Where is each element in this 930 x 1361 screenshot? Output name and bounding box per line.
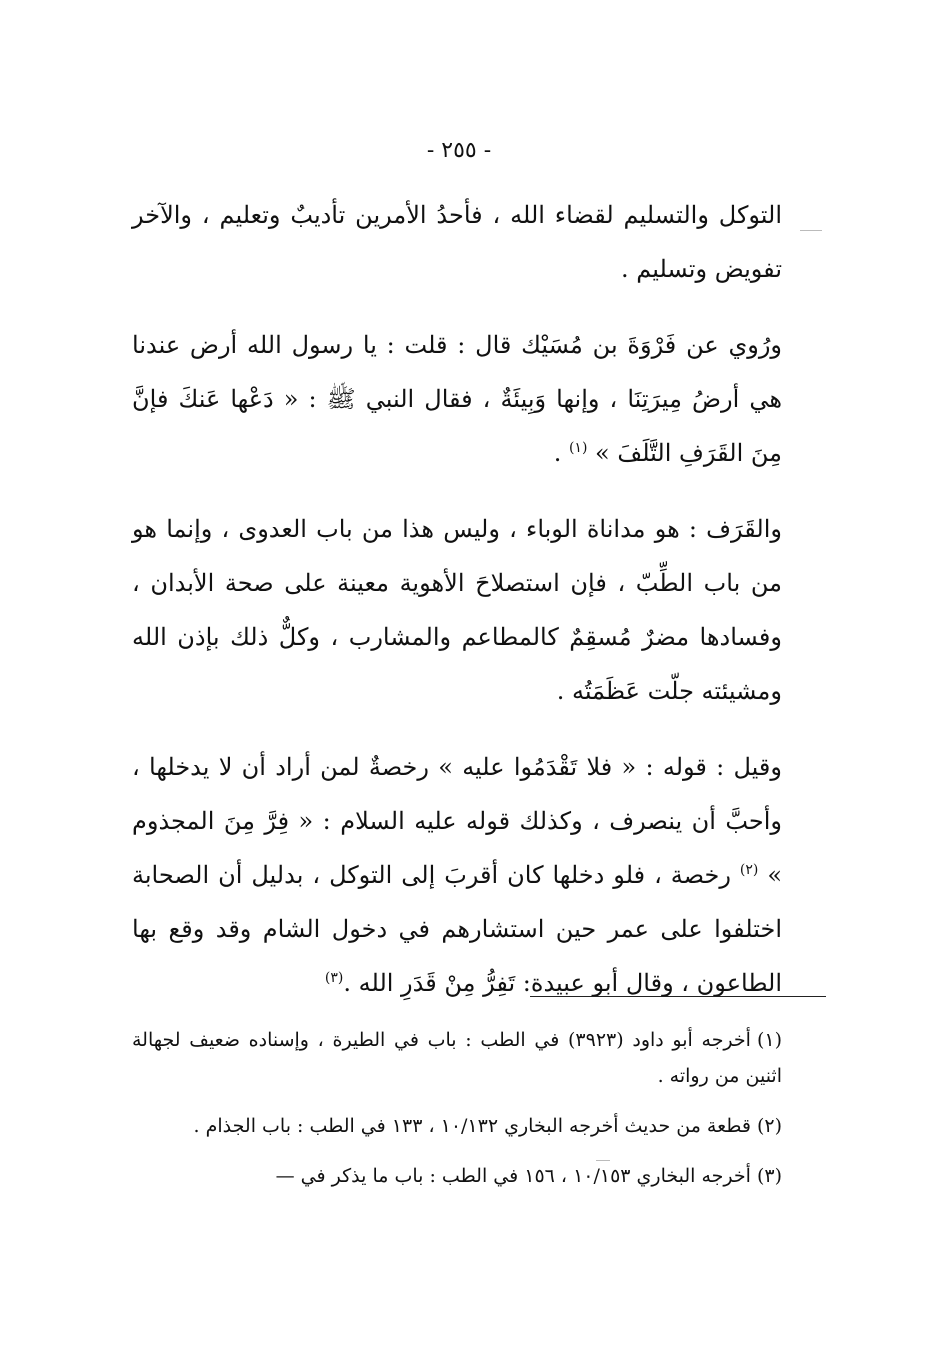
footnotes xyxy=(132,1022,782,1194)
paragraph-4 xyxy=(132,740,782,1010)
footnote-number: (٣) xyxy=(756,1165,782,1187)
footnote-text: قطعة من حديث أخرجه البخاري ١٠/١٣٢ ، ١٣٣ في الطب : باب الجذام . xyxy=(193,1115,751,1137)
paragraph-3 xyxy=(132,502,782,718)
footnote-text: أخرجه أبو داود (٣٩٢٣) في الطب : باب في الطيرة ، وإسناده ضعيف لجهالة اثنين من رواته . xyxy=(132,1029,782,1087)
footnote-number: (٢) xyxy=(756,1115,782,1137)
footnote-number: (١) xyxy=(756,1029,783,1051)
paragraph-1 xyxy=(132,188,782,296)
footnote-2 xyxy=(132,1108,782,1144)
main-text xyxy=(132,188,782,1010)
footnote-separator xyxy=(530,996,826,997)
footnote-reference[interactable]: (٣) xyxy=(324,970,344,986)
paragraph-text-tail: . xyxy=(553,439,569,467)
paragraph-text-tail: رخصة ، فلو دخلها كان أقربَ إلى التوكل ، بدليل أن الصحابة اختلفوا على عمر حين استشارهم في دخول الشام وقد وقع بها الطاعون ، وقال أبو عبيدة: تَفِرُّ مِنْ قَدَرِ الله . xyxy=(132,861,782,997)
footnote-reference[interactable]: (١) xyxy=(568,440,588,456)
paragraph-text: التوكل والتسليم لقضاء الله ، فأحدُ الأمرين تأديبٌ وتعليم ، والآخر تفويض وتسليم . xyxy=(132,201,782,283)
scan-artifact-line xyxy=(800,230,822,231)
footnote-3 xyxy=(132,1158,782,1194)
footnote-text: أخرجه البخاري ١٠/١٥٣ ، ١٥٦ في الطب : باب ما يذكر في — xyxy=(275,1165,751,1187)
paragraph-text: والقَرَف : هو مداناة الوباء ، وليس هذا من باب العدوى ، وإنما هو من باب الطِّبّ ، فإن استصلاحَ الأهوية معينة على صحة الأبدان ، وفسادها مضرٌ مُسقِمٌ كالمطاعم والمشارب ، وكلٌّ ذلك بإذن الله ومشيئته جلّت عَظَمَتُه . xyxy=(132,515,782,705)
footnote-reference[interactable]: (٢) xyxy=(739,862,759,878)
page-number: - ٢٥٥ - xyxy=(426,138,492,163)
paragraph-text: ورُوي عن فَرْوَةَ بن مُسَيْك قال : قلت : يا رسول الله أرض عندنا هي أرضُ مِيرَتِنَا ، وإنها وَبِيئَةٌ ، فقال النبي ﷺ : « دَعْها عَنكَ فإنَّ مِنَ القَرَفِ التَّلَفَ » xyxy=(132,331,782,467)
paragraph-text: وقيل : قوله : « فلا تَقْدَمُوا عليه » رخصةٌ لمن أراد أن لا يدخلها ، وأحبَّ أن ينصرف ، وكذلك قوله عليه السلام : « فِرَّ مِنَ المجذوم » xyxy=(132,753,783,889)
paragraph-2 xyxy=(132,318,782,480)
scan-artifact-line xyxy=(596,1160,610,1161)
footnote-1 xyxy=(132,1022,782,1094)
